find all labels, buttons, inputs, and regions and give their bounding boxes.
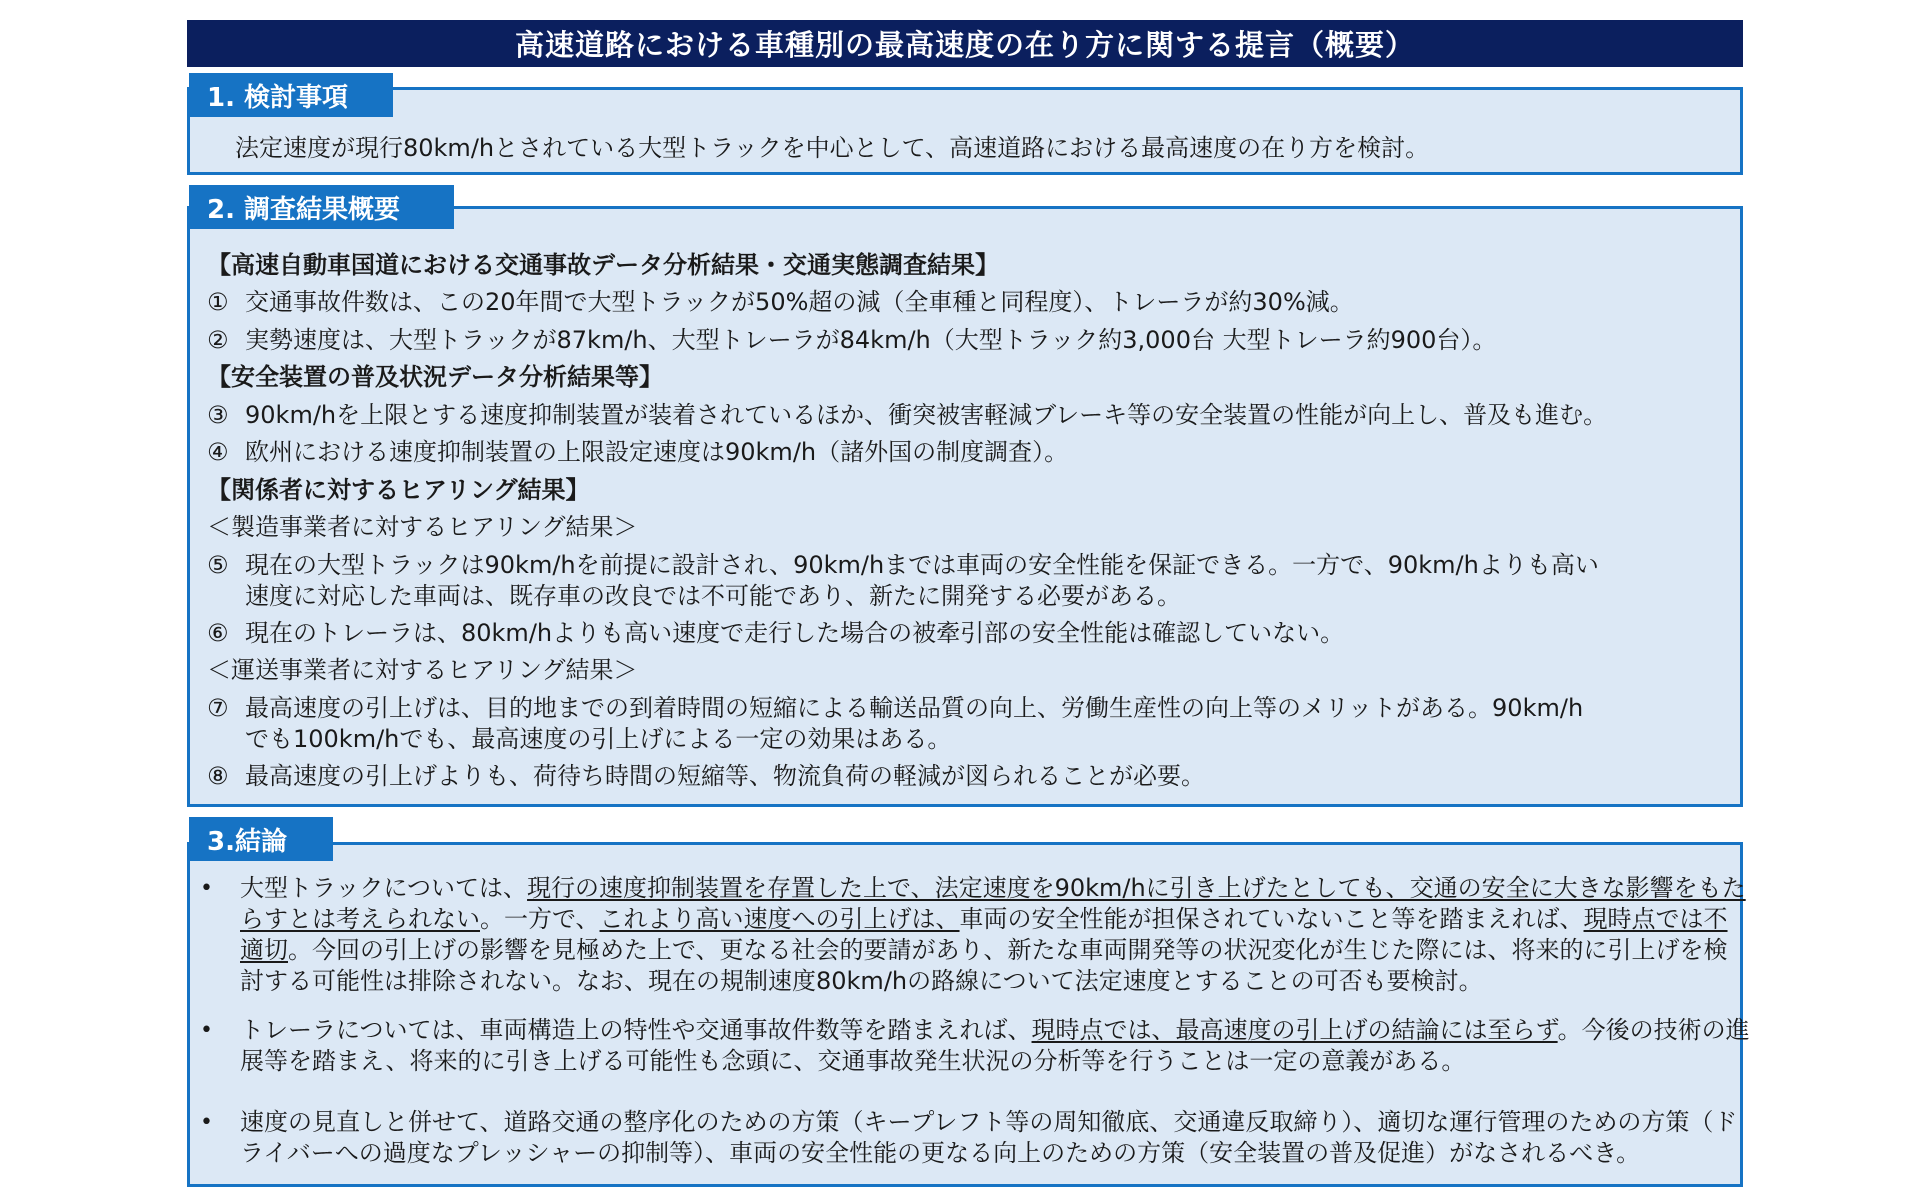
finding-8 xyxy=(207,761,1205,791)
finding-7-number: ⑦ xyxy=(207,694,229,722)
finding-7-text-line-1: 最高速度の引上げは、目的地までの到着時間の短縮による輸送品質の向上、労働生産性の向上等のメリットがある。90km/h xyxy=(245,694,1584,722)
finding-5-text-line-1: 現在の大型トラックは90km/hを前提に設計され、90km/hまでは車両の安全性能を保証できる。一方で、90km/hよりも高い xyxy=(245,551,1599,579)
section-1-tab: 1. 検討事項 xyxy=(189,73,393,117)
finding-8-number: ⑧ xyxy=(207,762,229,790)
subheading-manufacturers: ＜製造事業者に対するヒアリング結果＞ xyxy=(207,513,638,541)
finding-1-number: ① xyxy=(207,288,229,316)
bullet-marker: • xyxy=(200,1018,213,1043)
section-2-heading-accident-data: 【高速自動車国道における交通事故データ分析結果・交通実態調査結果】 xyxy=(207,251,999,279)
finding-4-text: 欧州における速度抑制装置の上限設定速度は90km/h（諸外国の制度調査）。 xyxy=(245,438,1069,466)
finding-4-number: ④ xyxy=(207,438,229,466)
finding-3 xyxy=(207,400,1607,430)
conclusion-2-underlined: 現時点では、最高速度の引上げの結論には至らず xyxy=(1031,1016,1558,1044)
finding-5-number: ⑤ xyxy=(207,551,229,579)
section-1-text: 法定速度が現行80km/hとされている大型トラックを中心として、高速道路における最高速度の在り方を検討。 xyxy=(235,134,1430,162)
conclusion-2-part: 。今後の技術の進展等を踏まえ、将来的に引き上げる可能性も念頭に、交通事故発生状況の分析等を行うことは一定の意義がある。 xyxy=(240,1016,1750,1075)
conclusion-1-underlined: 現時点では不適切 xyxy=(240,905,1728,964)
finding-5 xyxy=(207,550,1599,580)
finding-3-number: ③ xyxy=(207,401,229,429)
conclusion-1-underlined: 現行の速度抑制装置を存置した上で、法定速度を90km/hに引き上げたとしても、交通の安全に大きな影響をもたらすとは考えられない xyxy=(240,874,1746,933)
conclusion-large-trucks-text xyxy=(240,873,1750,997)
conclusion-2-part: トレーラについては、車両構造上の特性や交通事故件数等を踏まえれば、 xyxy=(240,1016,1032,1044)
page-title: 高速道路における車種別の最高速度の在り方に関する提言（概要） xyxy=(187,20,1743,67)
finding-3-text: 90km/hを上限とする速度抑制装置が装着されているほか、衝突被害軽減ブレーキ等の安全装置の性能が向上し、普及も進む。 xyxy=(245,401,1608,429)
section-2-heading-safety-devices: 【安全装置の普及状況データ分析結果等】 xyxy=(207,363,663,391)
conclusion-1-part: 大型トラックについては、 xyxy=(240,874,528,902)
bullet-marker: • xyxy=(200,876,213,901)
section-1-box xyxy=(187,87,1743,175)
finding-6 xyxy=(207,618,1344,648)
finding-1 xyxy=(207,287,1354,317)
finding-2-text: 実勢速度は、大型トラックが87km/h、大型トレーラが84km/h（大型トラック約3,000台 大型トレーラ約900台）。 xyxy=(245,326,1497,354)
conclusion-trailers-text xyxy=(240,1015,1750,1077)
section-2-box xyxy=(187,206,1743,807)
finding-6-number: ⑥ xyxy=(207,619,229,647)
conclusion-measures-text: 速度の見直しと併せて、道路交通の整序化のための方策（キープレフト等の周知徹底、交通違反取締り）、適切な運行管理のための方策（ドライバーへの過度なプレッシャーの抑制等）、車両の安全性能の更なる向上のための方策（安全装置の普及促進）がなされるべき。 xyxy=(240,1108,1738,1167)
section-3-tab: 3.結論 xyxy=(189,817,333,861)
finding-7-continuation: でも100km/hでも、最高速度の引上げによる一定の効果はある。 xyxy=(245,725,952,753)
finding-5-continuation: 速度に対応した車両は、既存車の改良では不可能であり、新たに開発する必要がある。 xyxy=(245,582,1181,610)
section-2-tab: 2. 調査結果概要 xyxy=(189,185,454,229)
finding-7 xyxy=(207,693,1583,723)
conclusion-1-underlined: これより高い速度への引上げは、 xyxy=(599,905,960,933)
finding-1-text: 交通事故件数は、この20年間で大型トラックが50%超の減（全車種と同程度）、トレーラが約30%減。 xyxy=(245,288,1354,316)
section-3-box xyxy=(187,842,1750,1187)
conclusion-1-part: 。一方で、 xyxy=(480,905,600,933)
finding-8-text: 最高速度の引上げよりも、荷待ち時間の短縮等、物流負荷の軽減が図られることが必要。 xyxy=(245,762,1205,790)
conclusion-1-part: 車両の安全性能が担保されていないこと等を踏まえれば、 xyxy=(959,905,1584,933)
bullet-marker: • xyxy=(200,1110,213,1135)
section-2-heading-hearings: 【関係者に対するヒアリング結果】 xyxy=(207,476,590,504)
finding-4 xyxy=(207,437,1068,467)
finding-2-number: ② xyxy=(207,326,229,354)
subheading-carriers: ＜運送事業者に対するヒアリング結果＞ xyxy=(207,656,638,684)
conclusion-1-part: 。今回の引上げの影響を見極めた上で、更なる社会的要請があり、新たな車両開発等の状況変化が生じた際には、将来的に引上げを検討する可能性は排除されない。なお、現在の規制速度80km/hの路線について法定速度とすることの可否も要検討。 xyxy=(240,936,1728,995)
finding-6-text: 現在のトレーラは、80km/hよりも高い速度で走行した場合の被牽引部の安全性能は確認していない。 xyxy=(245,619,1345,647)
finding-2 xyxy=(207,325,1496,355)
